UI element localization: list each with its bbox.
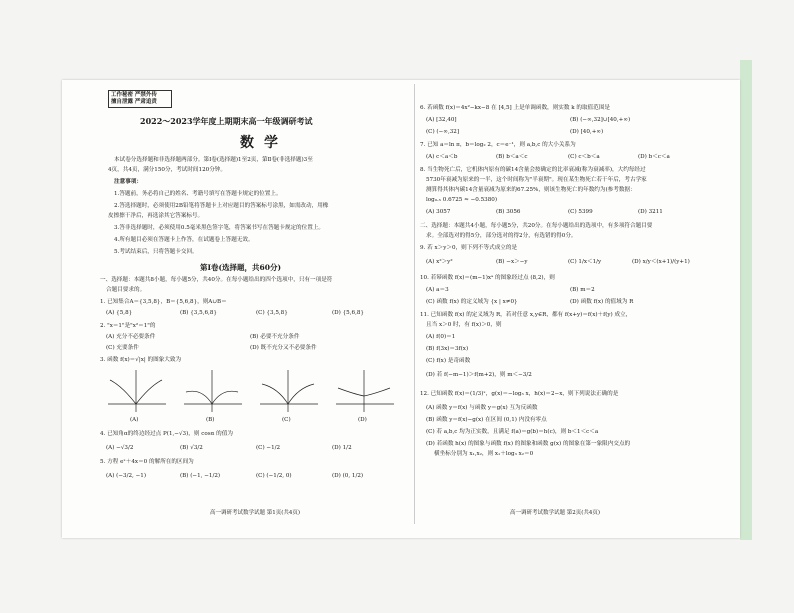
q11-option: (A) f(0)＝1	[426, 334, 456, 340]
q12-option: (A) 函数 y＝f(x) 与函数 y＝g(x) 互为反函数	[426, 405, 538, 411]
notice-line: 1.答题前，务必将自己的姓名、考籍号填写在答题卡规定的位置上。	[114, 191, 282, 197]
q2-option: (A) 充分不必要条件	[106, 334, 156, 340]
q1-stem: 1. 已知集合A＝{3,5,8}，B＝{5,6,8}，则A∪B＝	[100, 299, 227, 305]
q7-option: (A) c＜a＜b	[426, 154, 458, 160]
exam-title: 2022～2023学年度上期期末高一年级调研考试	[140, 116, 313, 126]
q4-option: (D) 1/2	[332, 445, 352, 451]
q11-line: 11. 已知函数 f(x) 的定义域为 R，若对任意 x,y∈R，都有 f(x+y)＝f(x)＋f(y) 成立，	[420, 312, 632, 318]
q3-label: (A)	[130, 417, 139, 423]
intro-line: 4页，共4页，满分150分，考试时间120分钟。	[108, 167, 226, 173]
q5-option: (A) (−3/2, −1)	[106, 473, 147, 479]
q10-option: (B) m＝2	[570, 287, 595, 293]
q8-line: log₀.₅ 0.6725 ≈ −0.5380)	[426, 197, 498, 203]
intro-line: 本试卷分选择题和非选择题两部分。第Ⅰ卷(选择题)1至2页，第Ⅱ卷(非选择题)3至	[114, 157, 313, 163]
q1-option: (C) {3,5,8}	[256, 310, 288, 316]
part2-heading: 二、选择题：本题共4小题，每小题5分，共20分。在每小题给出的选项中，有多项符合题目要	[420, 223, 653, 229]
q3-label: (C)	[282, 417, 291, 423]
q9-option: (A) x²＞y²	[426, 259, 453, 265]
q9-option: (B) −x＞−y	[496, 259, 528, 265]
q7-option: (C) c＜b＜a	[568, 154, 600, 160]
q3-label: (B)	[206, 417, 215, 423]
q6-stem: 6. 若函数 f(x)＝4x²−kx−8 在 [4,5] 上是单调函数，则实数 k 的取值范围是	[420, 105, 610, 111]
part2-heading: 求。全部选对的得5分，部分选对的得2分，有选错的得0分。	[426, 233, 577, 239]
q2-option: (D) 既不充分又不必要条件	[250, 345, 317, 351]
notice-line: 5.考试结束后，只将答题卡交回。	[114, 249, 198, 255]
q12-option: (D) 若函数 h(x) 的图象与函数 f(x) 的图象和函数 g(x) 的图象在第一象限内交点的	[426, 441, 631, 447]
right-page	[420, 100, 710, 540]
q1-option: (D) {5,6,8}	[332, 310, 364, 316]
q10-option: (A) a＝3	[426, 287, 449, 293]
q11-line: 且当 x＞0 时，有 f(x)＞0，则	[426, 322, 502, 328]
q12-option: (C) 若 a,b,c 均为正实数，且满足 f(a)＝g(b)＝h(c)，则 b＜1＜c＜a	[426, 429, 599, 435]
q11-option: (C) f(x) 是奇函数	[426, 358, 471, 364]
q6-option: (C) (−∞,32]	[426, 129, 460, 135]
part1-heading: 一、选择题：本题共8小题，每小题5分，共40分。在每小题给出的四个选项中，只有一项是符	[100, 277, 333, 283]
secret-stamp: 工作秘密 严禁外传 擅自泄露 严肃追责	[108, 90, 172, 108]
q10-option: (C) 函数 f(x) 的定义域为 {x | x≠0}	[426, 299, 518, 305]
q9-option: (C) 1/x＜1/y	[568, 259, 602, 265]
q6-option: (D) [40,+∞)	[570, 129, 604, 135]
subject-title: 数学	[240, 135, 288, 151]
q11-option: (D) 若 f(−m−1)＞f(m+2)，则 m＜−3/2	[426, 372, 532, 378]
notice-line: 3.答非选择题时，必须使用0.5毫米黑色签字笔，将答案书写在答题卡规定的位置上。	[114, 225, 325, 231]
q10-stem: 10. 若幂函数 f(x)＝(m−1)xᵃ 的图象经过点 (8,2)，则	[420, 275, 555, 281]
right-footer: 高一调研考试数学试题 第2页(共4页)	[510, 510, 601, 516]
notice-line: 皮擦擦干净后，再选涂其它答案标号。	[108, 213, 204, 219]
q12-option: 横坐标分别为 x₁,x₂，则 x₁＋log₃ x₂＝0	[434, 451, 534, 457]
q10-option: (D) 函数 f(x) 的值域为 R	[570, 299, 634, 305]
notice-line: 4.所有题目必须在答题卡上作答，在试题卷上答题无效。	[114, 237, 254, 243]
q4-option: (B) √3/2	[180, 445, 203, 451]
q3-graphs	[106, 366, 406, 416]
left-page	[100, 84, 408, 524]
q7-option: (B) b＜a＜c	[496, 154, 528, 160]
q8-line: 5730年衰减为原来的一半，这个时间称为"半衰期"。现在某生物死亡若干年后，考古学家	[426, 177, 647, 183]
q7-stem: 7. 已知 a＝ln π，b＝log₂ 2，c＝e⁻¹，则 a,b,c 的大小关系为	[420, 142, 576, 148]
q6-option: (B) (−∞,32]∪[40,+∞)	[570, 117, 631, 123]
q1-option: (A) {5,8}	[106, 310, 133, 316]
q3-stem: 3. 函数 f(x)＝√|x| 的图象大致为	[100, 357, 182, 363]
section-title: 第Ⅰ卷(选择题，共60分)	[200, 263, 282, 272]
q4-option: (C) −1/2	[256, 445, 281, 451]
q5-option: (D) (0, 1/2)	[332, 473, 364, 479]
q11-option: (B) f(3x)＝3f(x)	[426, 346, 469, 352]
q8-option: (C) 5399	[568, 209, 593, 215]
q8-line: 测算得其体内碳14含量衰减为原来的67.25%，则该生物死亡的年数约为(参考数据：	[426, 187, 636, 193]
q12-stem: 12. 已知函数 f(x)＝(1/3)ˣ，g(x)＝−log₃ x，h(x)＝2−x，则下列说法正确的是	[420, 391, 619, 397]
q8-option: (D) 3211	[638, 209, 663, 215]
page-fold	[414, 84, 415, 524]
q6-option: (A) [32,40]	[426, 117, 457, 123]
q3-label: (D)	[358, 417, 367, 423]
q5-option: (B) (−1, −1/2)	[180, 473, 221, 479]
q1-option: (B) {3,5,6,8}	[180, 310, 217, 316]
q4-stem: 4. 已知角α的终边经过点 P(1,−√3)，则 cosα 的值为	[100, 431, 233, 437]
left-footer: 高一调研考试数学试题 第1页(共4页)	[210, 510, 301, 516]
q8-option: (A) 3057	[426, 209, 451, 215]
q5-stem: 5. 方程 eˣ＋4x＝0 的解所在的区间为	[100, 459, 194, 465]
q2-option: (B) 必要不充分条件	[250, 334, 300, 340]
q9-stem: 9. 若 x＞y＞0，则下列不等式成立的是	[420, 245, 518, 251]
notice-line: 2.答选择题时，必须使用2B铅笔将答题卡上对应题目的答案标号涂黑，如需改动，用橡	[114, 203, 329, 209]
desk-edge	[740, 60, 752, 540]
q12-option: (B) 函数 y＝f(x)−g(x) 在区间 (0,1) 内没有零点	[426, 417, 547, 423]
q8-option: (B) 3056	[496, 209, 521, 215]
notice-title: 注意事项：	[114, 179, 142, 185]
q2-option: (C) 充要条件	[106, 345, 139, 351]
q2-stem: 2. "x＝1"是"x²＝1"的	[100, 323, 156, 329]
part1-heading: 合题目要求的。	[106, 287, 146, 293]
q4-option: (A) −√3/2	[106, 445, 134, 451]
q5-option: (C) (−1/2, 0)	[256, 473, 292, 479]
q7-option: (D) b＜c＜a	[638, 154, 670, 160]
q8-line: 8. 当生物死亡后，它机体内原有的碳14含量会按确定的比率衰减(称为衰减率)，大约每经过	[420, 167, 646, 173]
q9-option: (D) x/y＜(x+1)/(y+1)	[632, 259, 690, 265]
